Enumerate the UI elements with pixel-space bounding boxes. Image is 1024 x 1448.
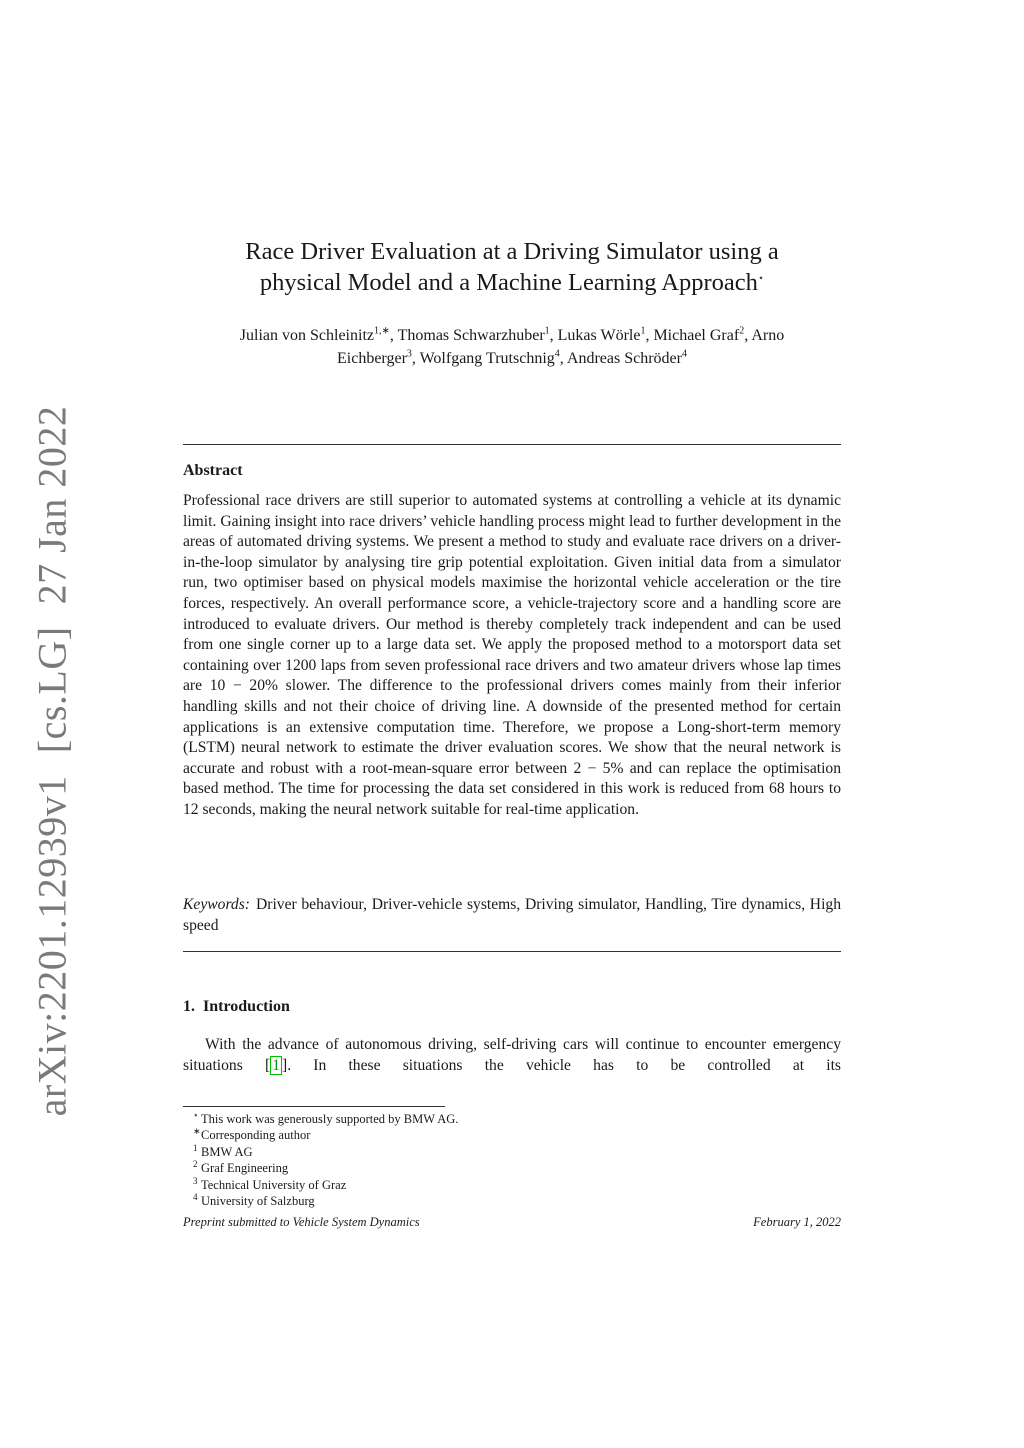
arxiv-identifier-stamp [29,384,76,1117]
section-title: Introduction [203,998,290,1015]
author-affiliation: 4 [554,348,560,360]
author-line-1 [170,324,854,347]
abstract-text: Professional race drivers are still superior to automated systems at controlling a vehicle at its dynamic limit. Gaining insight into race drivers’ vehicle handling process might lead to further development in the areas of automated driving systems. We present a method to study and evaluate race drivers on a driver-in-the-loop simulator by analysing tire grip potential exploitation. Given initial data from a simulator run, two optimiser based on physical models maximise the horizontal vehicle acceleration or the tire forces, respectively. An overall performance score, a vehicle-trajectory score and a handling score are introduced to evaluate drivers. Our method is thereby completely track independent and can be used from one single corner up to a large data set. We apply the proposed method to a motorsport data set containing over 1200 laps from seven professional race drivers and two amateur drivers whose lap times are 10 − 20% slower. The difference to the professional drivers comes mainly from their inferior handling skills and not their choice of driving line. A downside of the presented method for certain applications is an extensive computation time. Therefore, we propose a Long-short-term memory (LSTM) neural network to estimate the driver evaluation scores. We show that the neural network is accurate and robust with a root-mean-square error between 2 − 5% and can replace the optimisation based method. The time for processing the data set considered in this work is reduced from 68 hours to 12 seconds, making the neural network suitable for real-time application. [183,492,841,818]
title-line-2-text: physical Model and a Machine Learning Approach [259,269,758,296]
citation-link[interactable]: 1 [272,1057,280,1074]
author-name: Andreas Schröder [566,350,682,367]
footnote-text: Technical University of Graz [201,1177,347,1192]
abstract-bottom-rule [183,951,841,952]
footnote [193,1192,458,1209]
footnote-rule [183,1106,445,1107]
author-list [170,324,854,370]
author-affiliation: 1 [544,325,550,337]
abstract-heading: Abstract [183,462,243,479]
keywords [183,895,841,936]
keywords-text: Driver behaviour, Driver-vehicle systems, Driving simulator, Handling, Tire dynamics, High speed [183,896,841,934]
author-line-2 [170,347,854,370]
footer-preprint-note: Preprint submitted to Vehicle System Dynamics [183,1215,420,1229]
footnote-mark: 4 [193,1192,198,1203]
section-heading-introduction [183,998,290,1016]
author-affiliation: 3 [406,348,412,360]
footnote-mark: ⋆ [193,1110,199,1120]
intro-text-end: . In these situations the vehicle has to be controlled at its [287,1057,842,1074]
author-separator: , [645,327,654,344]
author-name: Thomas Schwarzhuber [397,327,545,344]
author-name: Michael Graf [653,327,740,344]
footnote-text: University of Salzburg [201,1194,315,1209]
footnote [193,1175,458,1193]
author-separator: , [549,327,558,344]
paper-title [150,236,874,298]
author-affiliation: 1 [640,325,646,337]
author-affiliation: 2 [739,325,745,337]
footnote-text: BMW AG [201,1144,253,1159]
title-line-1: Race Driver Evaluation at a Driving Simulator using a [245,238,779,265]
author-separator: , [411,350,420,367]
author-affiliation: 4 [681,348,687,360]
intro-text-start: With the advance of autonomous driving, self-driving cars will continue to encounter emergency situations [183,1036,841,1074]
footnote [193,1142,458,1160]
footnotes [193,1110,459,1209]
footnote-mark: 2 [193,1159,198,1170]
author-name: Wolfgang Trutschnig [419,350,555,367]
author-name: Lukas Wörle [557,327,641,344]
author-separator: , [559,350,567,367]
title-line-2 [150,267,874,298]
footnote-mark: 1 [193,1142,198,1153]
footnote [193,1159,458,1176]
footnote-text: Graf Engineering [201,1161,289,1176]
title-footnote-mark: ⋆ [757,272,765,284]
section-number: 1. [183,998,195,1015]
introduction-paragraph: With the advance of autonomous driving, self-driving cars will continue to encounter emergency situations [ 1 ]. In these situations the vehicle has to be controlled at its [183,1036,842,1074]
author-name: Eichberger [337,350,407,367]
footnote-text: This work was generously supported by BMW AG. [201,1112,459,1126]
footnote [193,1126,458,1143]
arxiv-date: 27 Jan 2022 [29,405,75,605]
author-name: Arno [751,327,785,344]
author-separator: , [744,327,752,344]
footnote-mark: ∗ [193,1126,201,1137]
arxiv-category: [cs.LG] [29,626,75,754]
keywords-label: Keywords: [183,896,250,913]
author-affiliation: 1,∗ [373,325,390,337]
abstract-top-rule [183,444,841,445]
footnote-text: Corresponding author [201,1128,311,1143]
arxiv-id: arXiv:2201.12939v1 [29,775,75,1117]
author-separator: , [389,327,398,344]
author-name: Julian von Schleinitz [239,327,374,344]
footnote-mark: 3 [193,1175,198,1186]
footnote [193,1110,459,1127]
footer-date: February 1, 2022 [753,1215,841,1229]
